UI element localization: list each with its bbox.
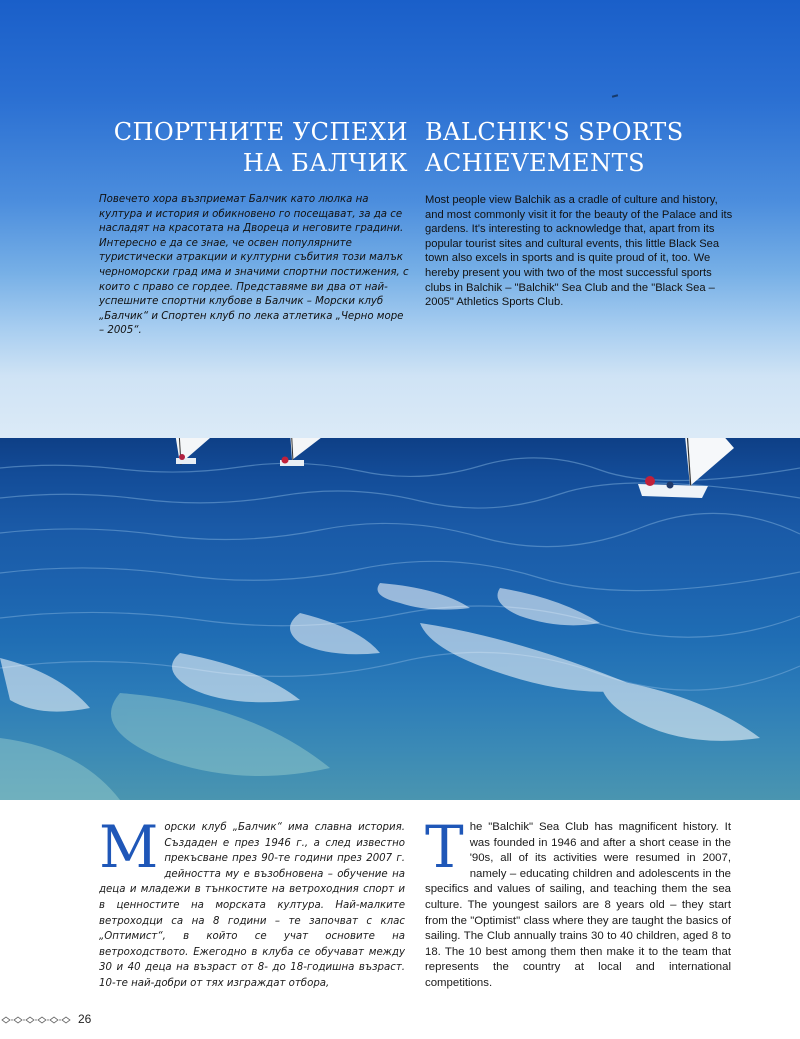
dropcap-english: T — [425, 820, 464, 881]
body-text-bulgarian: орски клуб „Балчик“ има славна история. Създаден е през 1946 г., а след известно прекъсване през 90-те години през 2007 г. дейността му е възобновена – обучение на деца и младежи в тънкостите на ветроходния спорт и в ценностите на морската култура. Най-малките ветроходци са на 8 години – те започват с клас „Оптимист“, в който се учат основите на ветроходството. Ежегодно в клуба се обучават между 30 и 40 деца на възраст от 8- до 18-годишна възраст. 10-те най-добри от тях изграждат отбора, — [99, 822, 405, 989]
intro-bulgarian: Повечето хора възприемат Балчик като люлка на култура и история и обикновено го посещават, за да се насладят на красотата на Двореца и неговите градини. Интересно е да се знае, че освен популярните туристически атракции и културни събития този малък черноморски град има и значими спортни постижения, с които с право се гордее. Представяме ви два от най-успешните спортни клубове в Балчик – Морски клуб „Балчик“ и Спортен клуб по лека атлетика „Черно море – 2005“. — [99, 194, 409, 337]
sailboat-middle — [280, 438, 326, 466]
heading-en-line1: BALCHIK'S SPORTS — [425, 118, 684, 146]
intro-english: Most people view Balchik as a cradle of culture and history, and most commonly visit it for the beauty of the Palace and its gardens. It's interesting to acknowledge that, apart from its popular tourist sites and cultural events, this little Black Sea town also excels in sports and is quite proud of it, too. We hereby present you with two of the most successful sports clubs in Balchik – "Balchik" Sea Club and the "Black Sea – 2005" Athletics Sports Club. — [425, 194, 733, 309]
body-text-english: he "Balchik" Sea Club has magnificent history. It was founded in 1946 and after a short cease in the '90s, all of its activities were resumed in 2007, namely – educating children and adolescents in the specifics and values of sailing, and teaching them the sea culture. The youngest sailors are 8 years old – they start from the "Optimist" class where they are taught the basics of sailing. The Club annually trains 30 to 40 children, aged 8 to 18. The 10 best among them then make it to the team that represents the country at local and international competitions. — [425, 821, 731, 989]
sailboat-right — [638, 438, 734, 498]
body-column-bulgarian — [99, 820, 405, 995]
waves-graphic — [0, 438, 800, 800]
body-column-english — [425, 820, 731, 995]
sailboat-left — [172, 438, 210, 465]
page-number: 26 — [78, 1012, 92, 1026]
heading-bg-line2: НА БАЛЧИК — [242, 149, 408, 177]
ornament-icon — [0, 1016, 72, 1024]
heading-en-line2: ACHIEVEMENTS — [425, 149, 646, 177]
dropcap-bulgarian: М — [99, 820, 159, 881]
heading-bg-line1: СПОРТНИТЕ УСПЕХИ — [113, 118, 408, 146]
heading-english — [425, 117, 785, 179]
sea — [0, 438, 800, 800]
heading-bulgarian — [60, 117, 408, 179]
bird-icon — [612, 94, 618, 97]
